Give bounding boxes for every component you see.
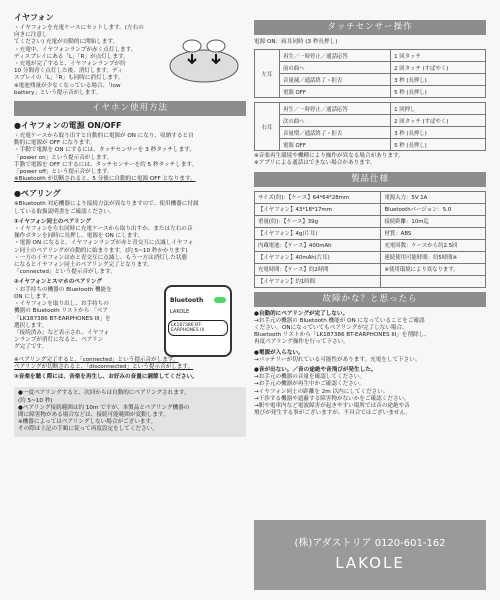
pairing-step3: ③音楽を聴く際には、音楽を再生し、お好みの音量に調節してください。 bbox=[14, 374, 198, 381]
pairing-title: ●ペアリング bbox=[14, 189, 61, 199]
left-column: イヤフォン ・イヤフォンを充電ケースにセットします。(左右の向きに注意し てください) 充電が自動的に開始します。 ・充電中、イヤフォンランプが赤く点灯します。 ディスプレイにある「L」「R」が点灯します。 ・充電が完了すると、イヤフォンランプが約 10 分間青く点灯した後、消灯します。ディ スプレイの「L」「R」も同時に消灯します。 ※電池残量が少なくなっている場合、「low battery」という提示音がします。 イヤホン使用方法 ●イヤフォンの電源 ON/OFF ・充電ケースから取り出すと自動的に電源が ON になり、収納すると自 動的に電源が OFF になります。 ・手動で電源を ON にするには、タッチセンサーを 3 秒タッチします。 「power on」という提示音がします。 手動で電源を OFF にするには、タッチセンサーを約 5 秒タッチします。 「power off」という提示音がします。 ※Bluetooth が切断されると、5 分後に自動的に電源 OFF となります。 ●ペアリング ※Bluetooth 対応機器により接続方法が異なりますので、使用機器に付属 している取扱説明書をご確認ください。 ①イヤフォン同士のペアリング ・イヤフォンを左右同時に充電ケースから取り出すか、または左右の音 操作ボタンを同時に長押し、電源を ON にします。 ・電源 ON になると、イヤフォンランプが赤と青交互に点滅しイヤフォ ン同士のペアリングが自動的に始まります。(約 5~10 秒かかります) ・一方のイヤフォンは赤と青交互に点滅し、もう一方は消灯した状態 になるとイヤフォン同士のペアリング完了となります。 「connected」という提示音がします。 ②イヤフォンとスマホのペアリング ・お手持ちの機器の Bluetooth 機能を ON にします。 ・イヤフォンを取り出し、お手持ちの 機器の Bluetooth リストから 「ペア 「LK187386 BT-EARPHONES III」を 選択します。 「接続済み」など表示され、イヤフォ ンランプが消灯になると、ペアリン グ完了です。 Bluetooth LAKOLE LK187386 BT-EARPHONES III ※ペアリング完了すると、「connected」という提示音がします。 ペアリングが切断されると、「disconnected」という提示音がします。 ③音楽を聴く際には、音楽を再生し、お好みの音量に調節してください。 ●一度ペアリングすると、次回からは自動的にペアリングされます。 (約 5~10 秒) ●ペアリング接続範囲は約 10m ですが、本製品とペアリング機器の 間に障害物がある場合などは、接続可能範囲が変動します。 ※機器によってはペアリングしない場合がございます。 その際は上記の手順に従って再度設定をしてください。 bbox=[14, 10, 246, 437]
right-column: タッチセンサー操作 電源 ON：両耳同時 (3 秒長押し) 左耳 再生／一時停止／通話応答 1 回タッチ 前の曲へ 2 回タッチ (すばやく) 音量減／通話終了・拒否 3 秒 (長押し) 電源 OFF 5 秒 (長押し) 右耳 再生／一時停止／通話応答 1 回押し 次の曲へ 2 回タッチ (すばやく) 音量増／通話終了・拒否 3 秒 (長押し) 電源 OFF 5 秒 (長押し) ※音楽再生環境や機種により操作が異なる場合があります。 ※アプリによる通話はできない場合があります。 製品仕様 サイズ(約)：【ケース】64*64*28mm 電源入力：5V 1A 【イヤフォン】43*18*17mm Bluetoothバージョン：5.0 重量(約)：【ケース】39g 接続距離：10m迄 【イヤフォン】4g(片耳) 材質：ABS 内蔵電池：【ケース】400mAh 充電回数：ケースから約2.5回 【イヤフォン】40mAh(片耳) 連続使用可能時間：約5時間※ 充電時間：【ケース】約2時間 ※使用環境により異なります。 【イヤフォン】約1時間 故障かな？と思ったら ●自動的にペアリングが完了しない。 →お手元の機器の Bluetooth 機能が ON になっていることをご確認 ください。ONになっていてもペアリングが完了しない場合、 Bluetooth リストから「LK187386 BT-EARPHONES III」を削除し、 再度ペアリング操作を行って下さい。 ●電源が入らない。 →バッテリーが切れている可能性があります。充電をして下さい。 ●音が出ない。／音の途絶や音飛びが発生した。 →お手元の機器の音量を確認してください。 →お手元の機器が再生中かご確認ください。 →イヤフォン同士の距離を 2m 以内にしてください。 →干渉する機器や遮蔽する障害物がないかをご確認ください。 →駅や電車内など電波障害が起きやすい場所では音の途絶や音 飛びが発生する事がございますが、不具合ではございません。 bbox=[254, 10, 486, 417]
touch-subtitle: 電源 ON：両耳同時 (3 秒長押し) bbox=[254, 39, 338, 45]
left-ear-table: 左耳 再生／一時停止／通話応答 1 回タッチ 前の曲へ 2 回タッチ (すばやく) 音量減／通話終了・拒否 3 秒 (長押し) 電源 OFF 5 秒 (長押し) bbox=[254, 49, 486, 98]
earbuds-title: イヤフォン bbox=[14, 13, 54, 22]
spec-banner: 製品仕様 bbox=[254, 172, 486, 187]
trouble-banner: 故障かな？と思ったら bbox=[254, 292, 486, 307]
power-title: ●イヤフォンの電源 ON/OFF bbox=[14, 121, 122, 131]
pairing-step1-title: ①イヤフォン同士のペアリング bbox=[14, 218, 91, 225]
charging-case-illustration bbox=[164, 28, 244, 88]
earbuds-text: ・イヤフォンを充電ケースにセットします。(左右の向きに注意し てください) 充電が自動的に開始します。 ・充電中、イヤフォンランプが赤く点灯します。 ディスプレイにある「L」「R」が点灯します。 ・充電が完了すると、イヤフォンランプが約 10 分間青く点灯した後、消灯します。ディ スプレイの「L」「R」も同時に消灯します。 ※電池残量が少なくなっている場合、「low battery」という提示音がします。 bbox=[14, 25, 144, 96]
pairing-note-box: ●一度ペアリングすると、次回からは自動的にペアリングされます。 (約 5~10 秒) ●ペアリング接続範囲は約 10m ですが、本製品とペアリング機器の 間に障害物がある場合などは、接続可能範囲が変動します。 ※機器によってはペアリングしない場合がございます。 その際は上記の手順に従って再度設定をしてください。 bbox=[14, 387, 246, 436]
brand-logo: LAKOLE bbox=[335, 554, 405, 572]
support-phone: (株)アダストリア 0120-601-162 bbox=[294, 538, 446, 549]
phone-mockup: Bluetooth LAKOLE LK187386 BT-EARPHONES III bbox=[164, 285, 232, 357]
bluetooth-toggle[interactable] bbox=[214, 297, 226, 303]
spec-table: サイズ(約)：【ケース】64*64*28mm 電源入力：5V 1A 【イヤフォン】43*18*17mm Bluetoothバージョン：5.0 重量(約)：【ケース】39g 接続距離：10m迄 【イヤフォン】4g(片耳) 材質：ABS 内蔵電池：【ケース】400mAh 充電回数：ケースから約2.5回 【イヤフォン】40mAh(片耳) 連続使用可能時間：約5時間※ 充電時間：【ケース】約2時間 ※使用環境により異なります。 【イヤフォン】約1時間 bbox=[254, 191, 486, 288]
touch-banner: タッチセンサー操作 bbox=[254, 20, 486, 35]
company-footer bbox=[254, 520, 486, 590]
troubleshooting-list: ●自動的にペアリングが完了しない。 →お手元の機器の Bluetooth 機能が ON になっていることをご確認 ください。ONになっていてもペアリングが完了しない場合、 Bluetooth リストから「LK187386 BT-EARPHONES III」を削除し、 再度ペアリング操作を行って下さい。 ●電源が入らない。 →バッテリーが切れている可能性があります。充電をして下さい。 ●音が出ない。／音の途絶や音飛びが発生した。 →お手元の機器の音量を確認してください。 →お手元の機器が再生中かご確認ください。 →イヤフォン同士の距離を 2m 以内にしてください。 →干渉する機器や遮蔽する障害物がないかをご確認ください。 →駅や電車内など電波障害が起きやすい場所では音の途絶や音 飛びが発生する事がございますが、不具合ではございません。 bbox=[254, 310, 430, 417]
device-list-item[interactable]: LK187386 BT-EARPHONES III bbox=[168, 320, 228, 336]
usage-banner: イヤホン使用方法 bbox=[14, 101, 246, 116]
pairing-step2-title: ②イヤフォンとスマホのペアリング bbox=[14, 279, 102, 286]
right-ear-table: 右耳 再生／一時停止／通話応答 1 回押し 次の曲へ 2 回タッチ (すばやく) 音量増／通話終了・拒否 3 秒 (長押し) 電源 OFF 5 秒 (長押し) bbox=[254, 102, 486, 151]
